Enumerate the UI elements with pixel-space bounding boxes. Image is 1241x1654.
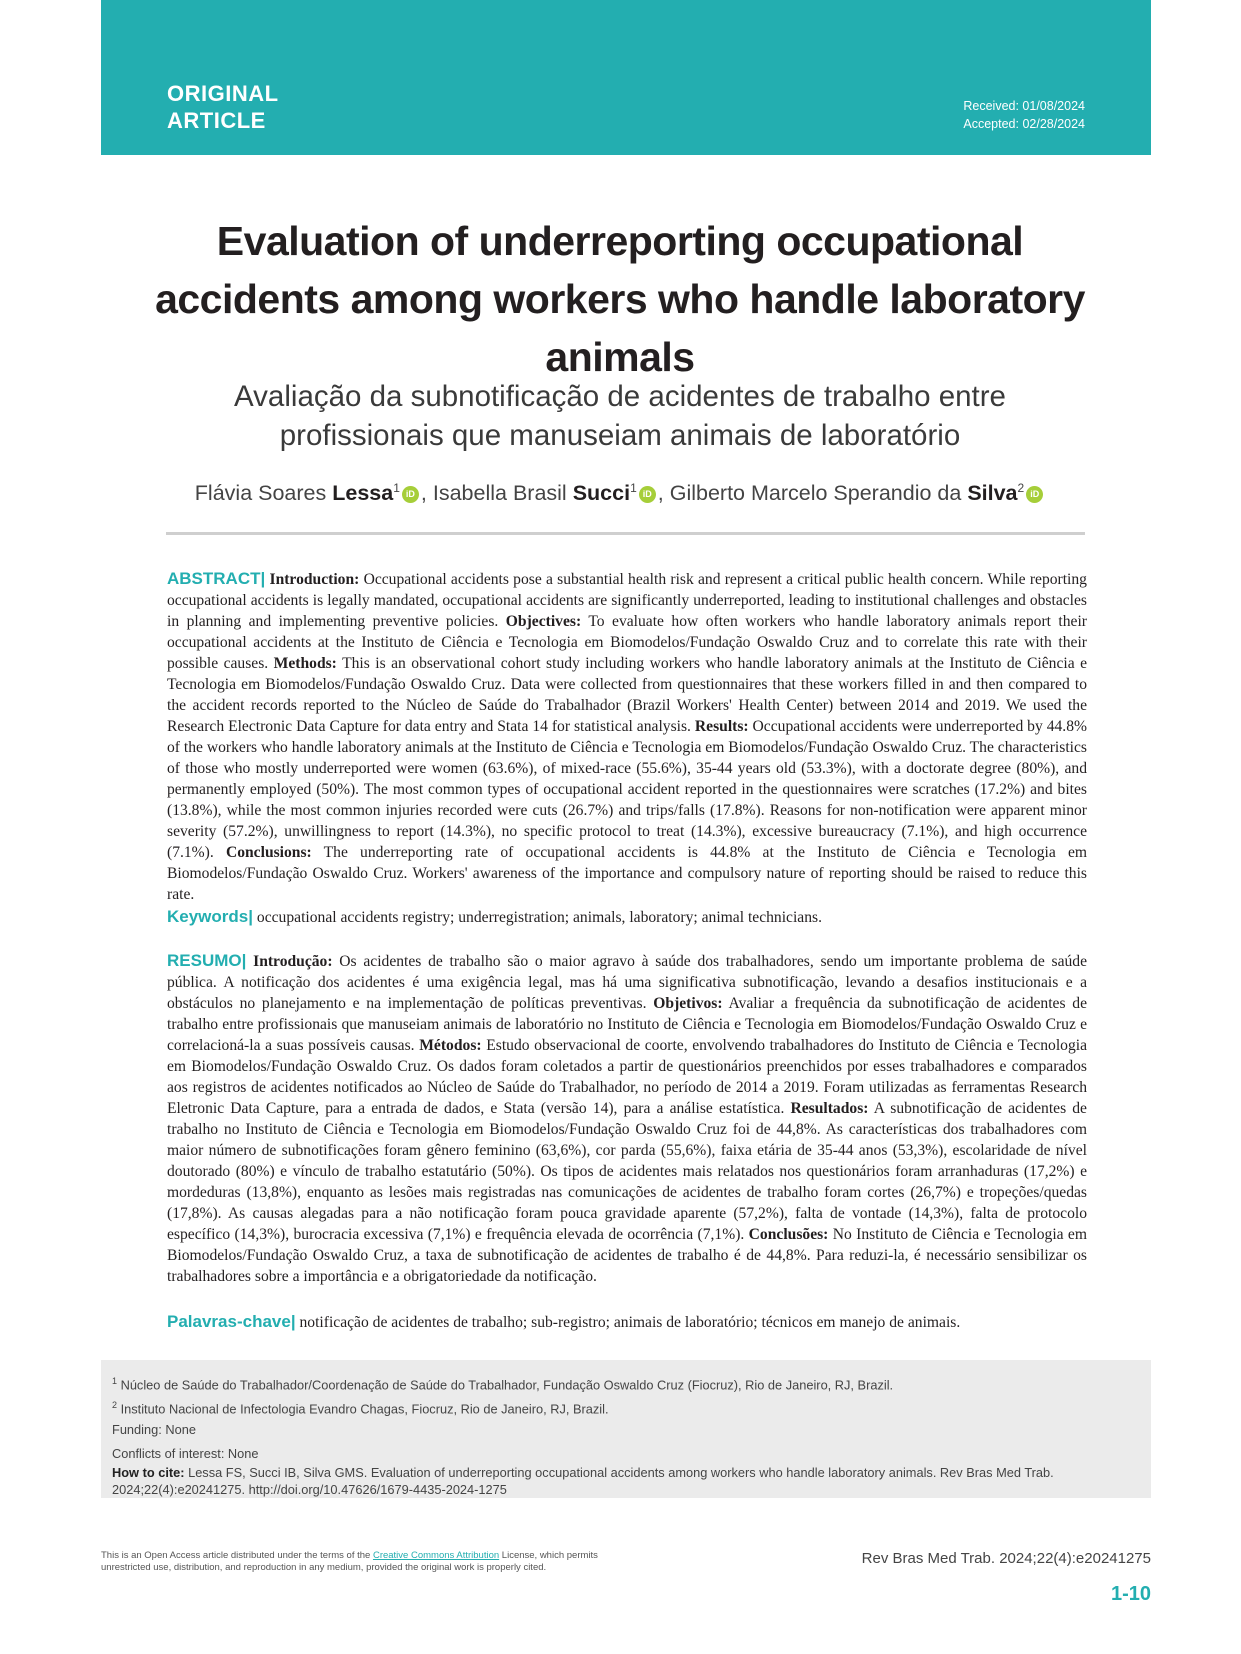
keywords-english: Keywords| occupational accidents registry; underregistration; animals, laboratory; animal technicians.: [167, 907, 822, 926]
orcid-icon[interactable]: iD: [1026, 486, 1043, 503]
page-range: 1-10: [1110, 1583, 1151, 1605]
accepted-date: Accepted: 02/28/2024: [963, 117, 1085, 131]
article-type: ORIGINAL ARTICLE: [167, 81, 279, 133]
journal-citation: Rev Bras Med Trab. 2024;22(4):e20241275: [861, 1550, 1151, 1567]
author-1: Flávia Soares Lessa$^1$ iD: [195, 481, 421, 505]
received-date: Received: 01/08/2024: [963, 99, 1085, 113]
palavras-chave-heading: Palavras-chave: [167, 1312, 291, 1331]
author-list: Flávia Soares Lessa$^1$ iD , Isabella Brasil Succi$^1$ iD , Gilberto Marcelo Sperandio da Silva$^2$ iD: [120, 481, 1120, 506]
keywords-portuguese: Palavras-chave| notificação de acidentes de trabalho; sub-registro; animais de laboratório; técnicos em manejo de animais.: [167, 1312, 961, 1331]
article-dates: [963, 97, 1085, 133]
abstract-heading: ABSTRACT: [167, 569, 261, 588]
orcid-icon[interactable]: iD: [402, 486, 419, 503]
orcid-icon[interactable]: iD: [639, 486, 656, 503]
license-notice: This is an Open Access article distributed under the terms of the Creative Commons Attribution License, which permits unrestricted use, distribution, and reproduction in any medium, provided the original work is properly cited.: [101, 1550, 598, 1573]
funding: Funding: None: [112, 1422, 196, 1437]
divider: [166, 532, 1085, 535]
keywords-heading: Keywords: [167, 907, 249, 926]
abstract-portuguese: RESUMO| Introdução: Os acidentes de trabalho são o maior agravo à saúde dos trabalhadores, sendo um importante problema de saúde pública. A notificação dos acidentes é uma exigência legal, mas há uma significativa subnotificação, levando a desafios institucionais e a obstáculos no planejamento e na implementação de políticas preventivas. Objetivos: Avaliar a frequência da subnotificação de acidentes de trabalho entre profissionais que manuseiam animais de laboratório no Instituto de Ciência e Tecnologia em Biomodelos/Fundação Oswaldo Cruz e correlacioná-la a suas possíveis causas. Métodos: Estudo observacional de coorte, envolvendo trabalhadores do Instituto de Ciência e Tecnologia em Biomodelos/Fundação Oswaldo Cruz. Os dados foram coletados a partir de questionários preenchidos por esses trabalhadores e comparados aos registros de acidentes notificados ao Núcleo de Saúde do Trabalhador, no período de 2014 a 2019. Foram utilizadas as ferramentas Research Eletronic Data Capture, para a entrada de dados, e Stata (versão 14), para a análise estatística. Resultados: A subnotificação de acidentes de trabalho no Instituto de Ciência e Tecnologia em Biomodelos/Fundação Oswaldo Cruz foi de 44,8%. As características dos trabalhadores com maior número de subnotificações foram gênero feminino (63,6%), cor parda (55,6%), faixa etária de 35-44 anos (53,3%), escolaridade de nível doutorado (80%) e vínculo de trabalho estatutário (50%). Os tipos de acidentes mais relatados nos questionários foram arranhaduras (17,2%) e mordeduras (13,8%), enquanto as lesões mais registradas nas comunicações de acidentes de trabalho foram cortes (26,7%) e tropeções/quedas (17,8%). As causas alegadas para a não notificação foram pouca gravidade aparente (57,2%), falta de vontade (14,3%), falta de protocolo específico (14,3%), burocracia excessiva (7,1%) e frequência elevada de ocorrência (7,1%). Conclusões: No Instituto de Ciência e Tecnologia em Biomodelos/Fundação Oswaldo Cruz, a taxa de subnotificação de acidentes de trabalho é de 44,8%. Para reduzi-la, é necessário sensibilizar os trabalhadores sobre a importância e a obrigatoriedade da notificação.: [167, 951, 1088, 1285]
conflicts: Conflicts of interest: None: [112, 1446, 259, 1461]
affiliation-1: $^1$ Núcleo de Saúde do Trabalhador/Coordenação de Saúde do Trabalhador, Fundação Oswaldo Cruz (Fiocruz), Rio de Janeiro, RJ, Brazil.: [112, 1376, 894, 1393]
author-2: Isabella Brasil Succi$^1$ iD: [433, 481, 658, 505]
author-3: Gilberto Marcelo Sperandio da Silva$^2$ iD: [670, 481, 1045, 505]
title-english: Evaluation of underreporting occupational accidents among workers who handle laboratory animals: [155, 218, 1085, 380]
resumo-heading: RESUMO: [167, 951, 242, 970]
footnotes-box: [101, 1360, 1151, 1498]
license-link[interactable]: Creative Commons Attribution: [372, 1550, 500, 1561]
abstract-english: ABSTRACT| Introduction: Occupational accidents pose a substantial health risk and represent a critical public health concern. While reporting occupational accidents is legally mandated, occupational accidents are significantly underreported, leading to institutional challenges and obstacles in planning and implementing preventive policies. Objectives: To evaluate how often workers who handle laboratory animals report their occupational accidents at the Instituto de Ciência e Tecnologia em Biomodelos/Fundação Oswaldo Cruz and to correlate this rate with their possible causes. Methods: This is an observational cohort study including workers who handle laboratory animals at the Instituto de Ciência e Tecnologia em Biomodelos/Fundação Oswaldo Cruz. Data were collected from questionnaires that these workers filled in and then compared to the accident records reported to the Núcleo de Saúde do Trabalhador (Brazil Workers' Health Center) between 2014 and 2019. We used the Research Electronic Data Capture for data entry and Stata 14 for statistical analysis. Results: Occupational accidents were underreported by 44.8% of the workers who handle laboratory animals at the Instituto de Ciência e Tecnologia em Biomodelos/Fundação Oswaldo Cruz. The characteristics of those who mostly underreported were women (63.6%), of mixed-race (55.6%), 35-44 years old (53.3%), with a doctorate degree (80%), and permanently employed (50%). The most common types of occupational accident reported in the questionnaires were scratches (17.2%) and bites (13.8%), while the most common injuries recorded were cuts (26.7%) and trips/falls (17.8%). Reasons for non-notification were apparent minor severity (57.2%), unwillingness to report (14.3%), no specific protocol to treat (14.3%), excessive bureaucracy (7.1%), and high occurrence (7.1%). Conclusions: The underreporting rate of occupational accidents is 44.8% at the Instituto de Ciência e Tecnologia em Biomodelos/Fundação Oswaldo Cruz. Workers' awareness of the importance and compulsory nature of reporting should be raised to reduce this rate.: [167, 569, 1088, 903]
header-banner: [101, 0, 1151, 155]
affiliation-2: $^2$ Instituto Nacional de Infectologia Evandro Chagas, Fiocruz, Rio de Janeiro, RJ, Brazil.: [112, 1400, 609, 1417]
title-portuguese: Avaliação da subnotificação de acidentes de trabalho entre profissionais que manuseiam animais de laboratório: [234, 380, 1006, 452]
how-to-cite: How to cite: Lessa FS, Succi IB, Silva GMS. Evaluation of underreporting occupational accidents among workers who handle laboratory animals. Rev Bras Med Trab. 2024;22(4):e20241275. http://doi.org/10.47626/1679-4435-2024-1275: [112, 1465, 1054, 1497]
